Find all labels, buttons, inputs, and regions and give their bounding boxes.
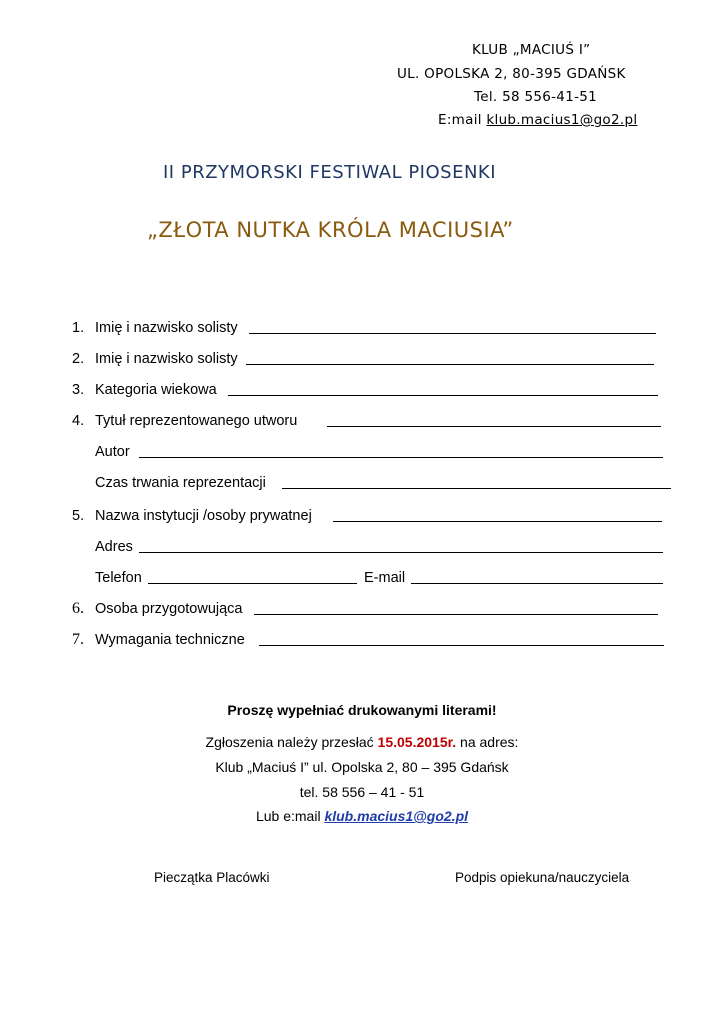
submission-email-prefix: Lub e:mail	[255, 808, 325, 824]
field-label: Kategoria wiekowa	[95, 382, 217, 398]
club-email-link[interactable]: klub.macius1@go2.pl	[486, 112, 638, 128]
submission-phone: tel. 58 556 – 41 - 51	[299, 784, 425, 800]
club-phone: Tel. 58 556-41-51	[474, 89, 598, 105]
song-title-input-line[interactable]	[327, 426, 661, 427]
submission-email-link[interactable]: klub.macius1@go2.pl	[324, 808, 469, 824]
contest-title: „ZŁOTA NUTKA KRÓLA MACIUSIA”	[147, 218, 514, 242]
field-label: Nazwa instytucji /osoby prywatnej	[95, 508, 312, 524]
field-label: Telefon	[95, 570, 142, 586]
duration-input-line[interactable]	[282, 488, 671, 489]
field-label: Adres	[95, 539, 133, 555]
soloist-1-input-line[interactable]	[249, 333, 656, 334]
soloist-2-input-line[interactable]	[246, 364, 654, 365]
submission-email-line	[0, 808, 724, 824]
signature-label: Podpis opiekuna/nauczyciela	[455, 870, 630, 885]
submission-prefix: Zgłoszenia należy przesłać	[205, 734, 378, 750]
instruction-text: Proszę wypełniać drukowanymi literami!	[227, 702, 497, 718]
field-label: Autor	[95, 444, 130, 460]
field-number: 2.	[72, 351, 85, 367]
club-email-line	[438, 112, 637, 128]
field-number: 1.	[72, 320, 85, 336]
field-number: 3.	[72, 382, 85, 398]
field-label: Czas trwania reprezentacji	[95, 475, 266, 491]
stamp-label: Pieczątka Placówki	[154, 870, 270, 885]
address-input-line[interactable]	[139, 552, 663, 553]
field-number: 7.	[72, 631, 84, 648]
author-input-line[interactable]	[139, 457, 663, 458]
festival-title: II PRZYMORSKI FESTIWAL PIOSENKI	[163, 162, 497, 183]
submission-address: Klub „Maciuś I” ul. Opolska 2, 80 – 395 Gdańsk	[215, 759, 509, 775]
submission-suffix: na adres:	[456, 734, 519, 750]
submission-line	[0, 734, 724, 750]
field-label: Imię i nazwisko solisty	[95, 320, 238, 336]
age-category-input-line[interactable]	[228, 395, 658, 396]
field-label: E-mail	[364, 570, 406, 586]
email-prefix: E:mail	[438, 112, 487, 128]
institution-input-line[interactable]	[333, 521, 662, 522]
deadline-date: 15.05.2015r.	[377, 734, 457, 750]
field-number: 5.	[72, 508, 85, 524]
field-label: Osoba przygotowująca	[95, 601, 243, 617]
club-name: KLUB „MACIUŚ I”	[472, 42, 591, 58]
email-input-line[interactable]	[411, 583, 663, 584]
field-label: Imię i nazwisko solisty	[95, 351, 238, 367]
field-number: 4.	[72, 413, 85, 429]
field-label: Tytuł reprezentowanego utworu	[95, 413, 298, 429]
field-number: 6.	[72, 600, 84, 617]
field-label: Wymagania techniczne	[95, 632, 245, 648]
club-address: UL. OPOLSKA 2, 80-395 GDAŃSK	[397, 66, 626, 82]
tech-requirements-input-line[interactable]	[259, 645, 664, 646]
phone-input-line[interactable]	[148, 583, 357, 584]
preparer-input-line[interactable]	[254, 614, 658, 615]
